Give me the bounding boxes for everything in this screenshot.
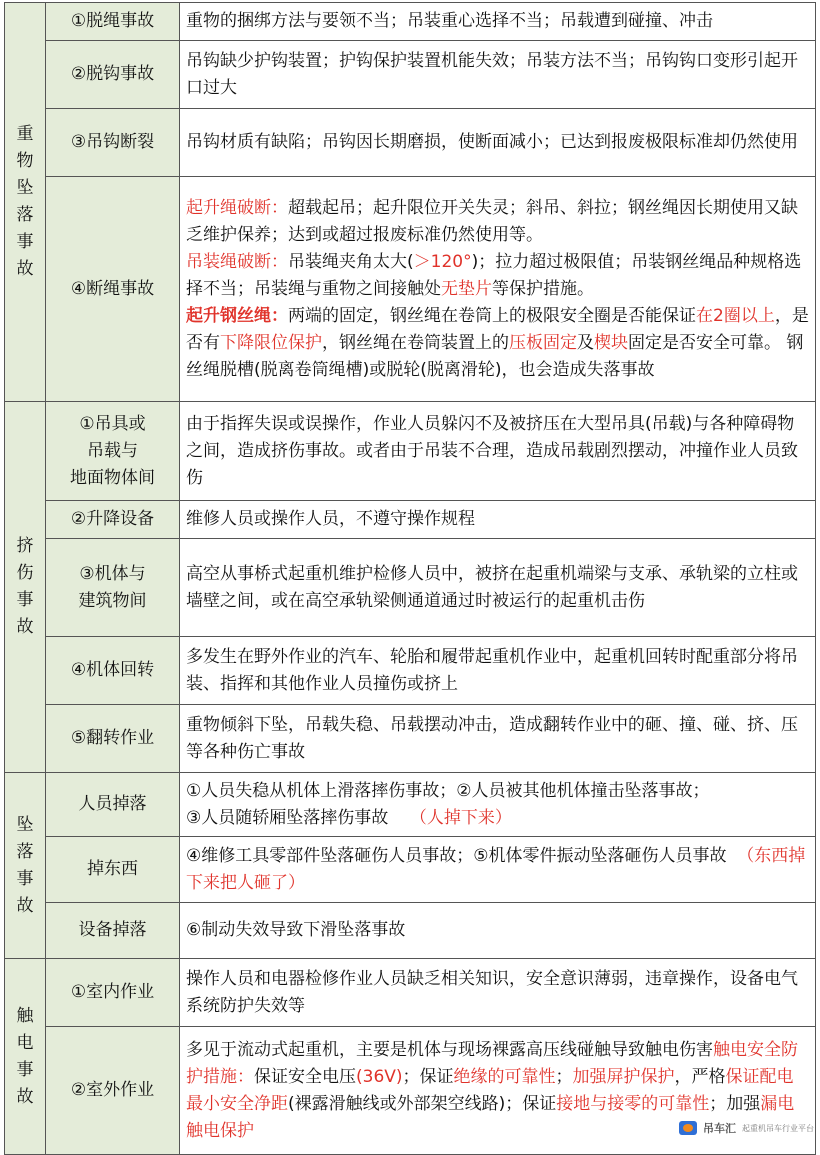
type-cell: ⑤翻转作业 — [46, 705, 180, 773]
descent-limit-highlight: 下降限位保护 — [220, 332, 322, 353]
table-row — [5, 501, 816, 539]
leakage-highlight: 漏电触电保护 — [186, 1093, 795, 1141]
cause-cell: 多发生在野外作业的汽车、轮胎和履带起重机作业中，起重机回转时配重部分将吊装、指挥和其他作业人员撞伤或挤上 — [180, 637, 816, 705]
cause-line: ③人员随轿厢坠落摔伤事故 — [186, 807, 389, 828]
clearance-highlight: 保证配电最小安全净距 — [186, 1066, 794, 1114]
table-row — [5, 41, 816, 109]
category-cell — [5, 3, 46, 402]
cause-note: （人掉下来） — [409, 807, 512, 828]
accident-table — [4, 2, 816, 1155]
table-row — [5, 705, 816, 773]
grounding-highlight: 接地与接零的可靠性 — [556, 1093, 710, 1114]
outdoor-text-d: ； — [555, 1066, 573, 1087]
cause-cell: 操作人员和电器检修作业人员缺乏相关知识，安全意识薄弱，违章操作，设备电气系统防护失效等 — [180, 959, 816, 1027]
category-cell — [5, 773, 46, 959]
type-cell: ②脱钩事故 — [46, 41, 180, 109]
outdoor-text-f: (裸露滑触线或外部架空线路)；保证 — [288, 1093, 557, 1114]
cause-note: （东西掉下来把人砸了） — [186, 845, 806, 893]
cause-line: ①人员失稳从机体上滑落摔伤事故；②人员被其他机体撞击坠落事故； — [186, 780, 710, 801]
no-pad-highlight: 无垫片 — [441, 278, 492, 299]
type-label-line: 吊载与 — [87, 440, 138, 461]
cause-cell — [180, 177, 816, 402]
table-row — [5, 3, 816, 41]
table-row — [5, 539, 816, 637]
outdoor-text-b: 保证安全电压 — [254, 1066, 356, 1087]
two-turns-highlight: 在2圈以上 — [696, 305, 775, 326]
type-cell: 人员掉落 — [46, 773, 180, 837]
table-row — [5, 959, 816, 1027]
hoist-rope-text-a: 两端的固定，钢丝绳在卷筒上的极限安全圈是否能保证 — [288, 305, 696, 326]
wedge-highlight: 楔块 — [594, 332, 628, 353]
table-row — [5, 177, 816, 402]
crane-logo-icon — [679, 1121, 697, 1135]
table-row — [5, 773, 816, 837]
hoist-rope-text-b: ，是否有 — [186, 305, 809, 353]
sling-break-head: 吊装绳破断： — [186, 251, 288, 272]
cause-cell: ⑥制动失效导致下滑坠落事故 — [180, 903, 816, 959]
type-label-line: ③机体与 — [79, 563, 146, 584]
watermark — [679, 1120, 814, 1136]
sling-break-text-b: )；拉力超过极限值；吊装钢丝绳品种规格选择不当；吊装绳与重物之间接触处 — [186, 251, 802, 299]
cause-cell: 高空从事桥式起重机维护检修人员中，被挤在起重机端梁与支承、承轨梁的立柱或墙壁之间，或在高空承轨梁侧通道通过时被运行的起重机击伤 — [180, 539, 816, 637]
clamp-plate-highlight: 压板固定 — [509, 332, 577, 353]
sling-angle: ＞120° — [413, 251, 472, 272]
cause-cell: 重物的捆绑方法与要领不当；吊装重心选择不当；吊载遭到碰撞、冲击 — [180, 3, 816, 41]
category-cell — [5, 959, 46, 1155]
cause-cell: 重物倾斜下坠，吊载失稳、吊载摆动冲击，造成翻转作业中的砸、撞、碰、挤、压等各种伤亡事故 — [180, 705, 816, 773]
table-row — [5, 637, 816, 705]
shielding-highlight: 加强屏护保护 — [572, 1066, 675, 1087]
type-cell: ③吊钩断裂 — [46, 109, 180, 177]
cause-cell — [180, 773, 816, 837]
protection-head: 触电安全防护措施： — [186, 1039, 798, 1087]
voltage-highlight: (36V) — [356, 1066, 403, 1087]
outdoor-intro: 多见于流动式起重机，主要是机体与现场裸露高压线碰触导致触电伤害 — [186, 1039, 713, 1060]
rope-break-head: 起升绳破断： — [186, 197, 288, 218]
rope-break-text: 超载起吊；起升限位开关失灵；斜吊、斜拉；钢丝绳因长期使用又缺乏维护保养；达到或超过报废标准仍然使用等。 — [186, 197, 798, 245]
type-label-line: 地面物体间 — [70, 467, 155, 488]
type-label-line: ①吊具或 — [79, 413, 146, 434]
hoist-rope-text-c: ，钢丝绳在卷筒装置上的 — [322, 332, 509, 353]
type-label-line: 建筑物间 — [78, 590, 147, 611]
hoist-rope-head: 起升钢丝绳： — [186, 305, 288, 326]
category-drop-label: 坠落事故 — [16, 814, 34, 916]
type-cell: ④机体回转 — [46, 637, 180, 705]
type-cell: ①脱绳事故 — [46, 3, 180, 41]
sling-break-text-a: 吊装绳夹角太大( — [288, 251, 414, 272]
type-cell — [46, 539, 180, 637]
insulation-highlight: 绝缘的可靠性 — [453, 1066, 556, 1087]
cause-text: ④维修工具零部件坠落砸伤人员事故；⑤机体零件振动坠落砸伤人员事故 — [186, 845, 727, 866]
watermark-name: 吊车汇 — [703, 1122, 736, 1135]
type-cell: 设备掉落 — [46, 903, 180, 959]
category-crush-label: 挤伤事故 — [16, 536, 34, 637]
cause-cell — [180, 837, 816, 903]
hoist-rope-text-d: 及 — [577, 332, 594, 353]
type-cell: ④断绳事故 — [46, 177, 180, 402]
sling-break-text-c: 等保护措施。 — [492, 278, 594, 299]
type-cell — [46, 402, 180, 501]
hoist-rope-text-e: 固定是否安全可靠。 钢丝绳脱槽(脱离卷筒绳槽)或脱轮(脱离滑轮)，也会造成失落事故 — [186, 332, 804, 380]
cause-cell: 维修人员或操作人员，不遵守操作规程 — [180, 501, 816, 539]
table-row — [5, 109, 816, 177]
type-cell: ②升降设备 — [46, 501, 180, 539]
type-cell: ①室内作业 — [46, 959, 180, 1027]
category-fall-label: 重物坠落事故 — [16, 124, 34, 279]
outdoor-text-g: ；加强 — [709, 1093, 761, 1114]
table-row — [5, 402, 816, 501]
outdoor-text-e: ，严格 — [674, 1066, 726, 1087]
cause-cell: 吊钩材质有缺陷；吊钩因长期磨损，使断面减小；已达到报废极限标准却仍然使用 — [180, 109, 816, 177]
watermark-tagline: 起重机吊车行业平台 — [742, 1123, 814, 1133]
table-row — [5, 837, 816, 903]
cause-cell: 吊钩缺少护钩装置；护钩保护装置机能失效；吊装方法不当；吊钩钩口变形引起开口过大 — [180, 41, 816, 109]
type-cell: 掉东西 — [46, 837, 180, 903]
table-row — [5, 903, 816, 959]
outdoor-text-c: ；保证 — [402, 1066, 454, 1087]
category-shock-label: 触电事故 — [16, 1005, 34, 1107]
type-cell: ②室外作业 — [46, 1027, 180, 1155]
cause-cell: 由于指挥失误或误操作，作业人员躲闪不及被挤压在大型吊具(吊载)与各种障碍物之间，造成挤伤事故。或者由于吊装不合理，造成吊载剧烈摆动，冲撞作业人员致伤 — [180, 402, 816, 501]
category-cell — [5, 402, 46, 773]
